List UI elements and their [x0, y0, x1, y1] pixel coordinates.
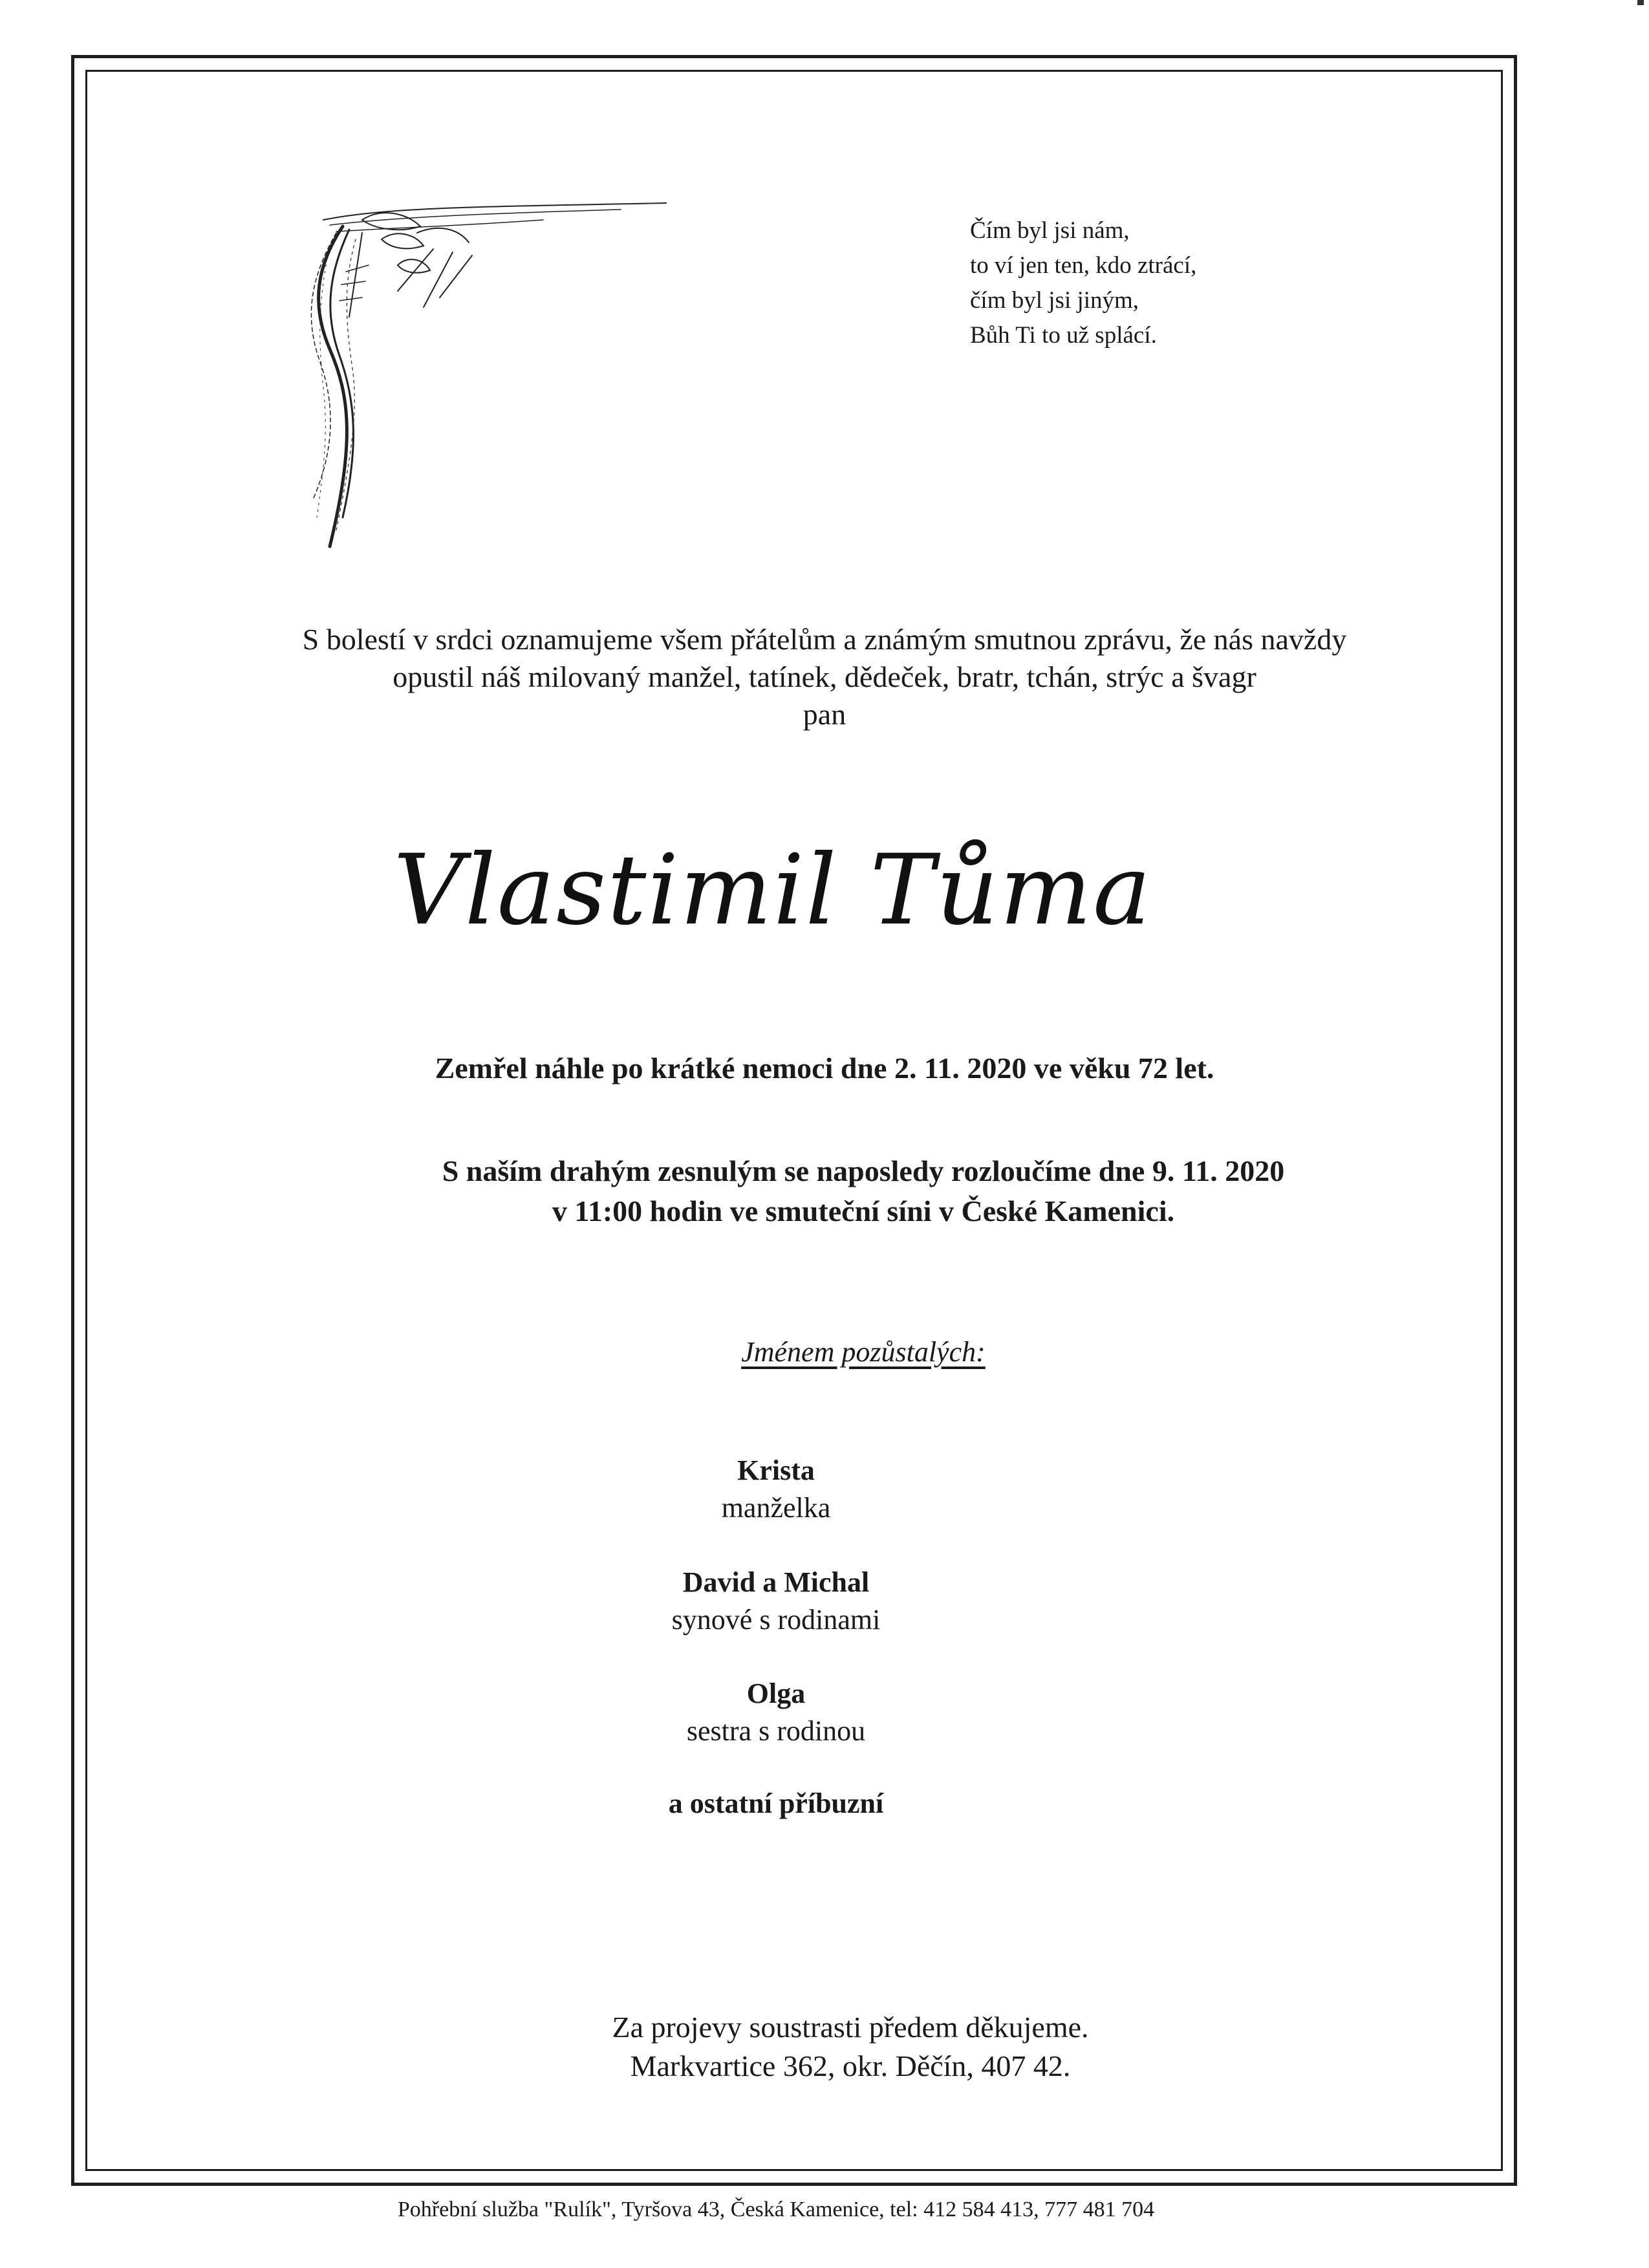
address-line: Markvartice 362, okr. Děčín, 407 42. — [630, 2049, 1071, 2082]
funeral-line: S naším drahým zesnulým se naposledy rozloučíme dne 9. 11. 2020 — [442, 1154, 1285, 1187]
poem-line: Bůh Ti to už splácí. — [970, 322, 1157, 349]
deceased-name: Vlastimil Tůma — [393, 834, 1152, 947]
survivor-relation: sestra s rodinou — [686, 1715, 866, 1747]
floral-ornament-icon — [285, 194, 685, 556]
survivor-name: David a Michal — [682, 1566, 870, 1598]
scan-mark — [1637, 0, 1644, 5]
death-notice: Zemřel náhle po krátké nemoci dne 2. 11. 2020 ve věku 72 let. — [435, 1052, 1214, 1085]
funeral-line: v 11:00 hodin ve smuteční síni v České Kamenici. — [552, 1194, 1175, 1227]
survivor-entry — [0, 1675, 1552, 1750]
funeral-info — [39, 1151, 1649, 1231]
funeral-service-footer: Pohřební služba "Rulík", Tyršova 43, Česká Kamenice, tel: 412 584 413, 777 481 704 — [397, 2198, 1155, 2221]
thanks-text — [26, 2008, 1649, 2086]
intro-line: pan — [803, 698, 846, 731]
survivor-relation: synové s rodinami — [671, 1604, 881, 1636]
poem-line: to ví jen ten, kdo ztrácí, — [970, 252, 1197, 279]
survivor-entry — [0, 1452, 1552, 1527]
poem-line: Čím byl jsi nám, — [970, 217, 1130, 244]
poem — [970, 213, 1196, 353]
intro-line: S bolestí v srdci oznamujeme všem přátelům a známým smutnou zprávu, že nás navždy — [302, 623, 1347, 656]
survivor-name: Krista — [737, 1454, 815, 1486]
survivor-name: Olga — [746, 1678, 806, 1709]
intro-text — [0, 621, 1649, 733]
survivor-entry — [0, 1564, 1552, 1639]
survivor-relation: manželka — [721, 1492, 831, 1524]
thanks-line: Za projevy soustrasti předem děkujeme. — [612, 2011, 1089, 2044]
other-relatives: a ostatní příbuzní — [668, 1787, 884, 1819]
poem-line: čím byl jsi jiným, — [970, 287, 1139, 314]
on-behalf-label: Jménem pozůstalých: — [741, 1336, 986, 1368]
intro-line: opustil náš milovaný manžel, tatínek, dědeček, bratr, tchán, strýc a švagr — [393, 660, 1256, 693]
